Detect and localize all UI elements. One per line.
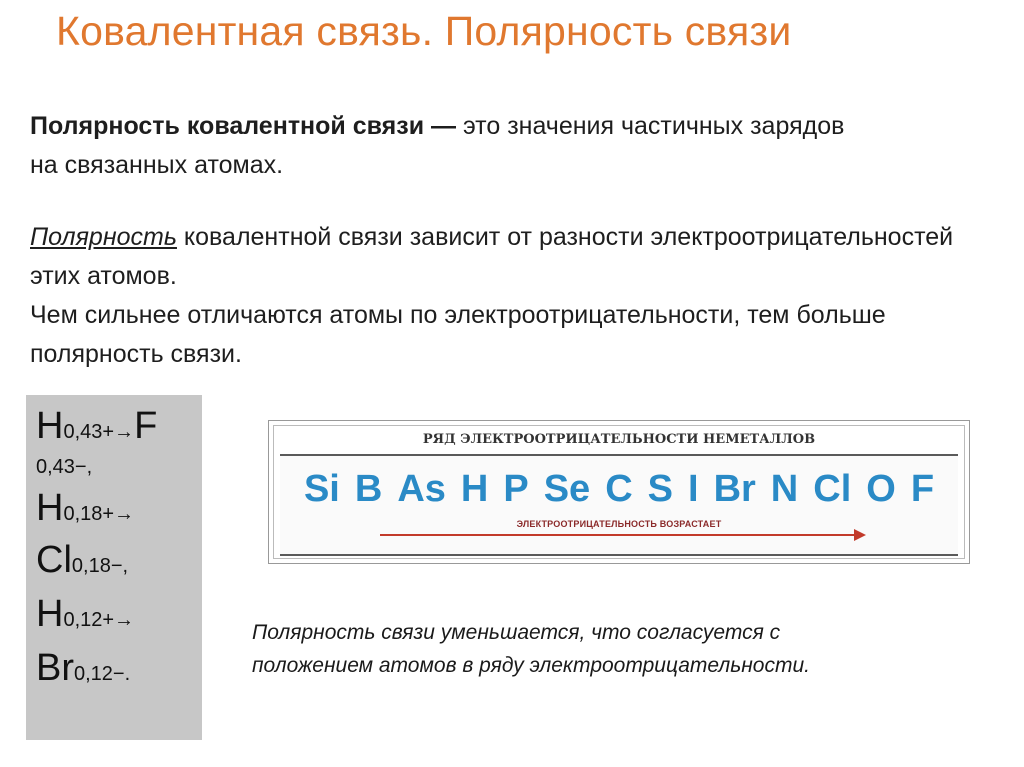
formula-atom: Br: [36, 647, 74, 689]
element-symbol: O: [866, 468, 896, 510]
series-band: [280, 454, 958, 556]
arrow-line: [380, 534, 858, 536]
element-symbol: Si: [303, 468, 340, 510]
element-symbol: N: [770, 468, 799, 510]
comparison-text: Чем сильнее отличаются атомы по электроотрицательности, тем больше полярность связи.: [30, 301, 886, 368]
element-symbol: As: [397, 468, 446, 510]
element-symbol: Se: [543, 468, 591, 510]
polarity-term: Полярность: [30, 223, 177, 251]
definition-paragraph: [30, 107, 850, 185]
arrow-right-icon: [854, 529, 866, 541]
formula-br: [36, 649, 130, 687]
formula-atom: Cl: [36, 539, 72, 581]
formula-panel: [26, 395, 202, 740]
element-symbol: H: [460, 468, 489, 510]
formula-cl: [36, 541, 128, 579]
formula-f-charge: [36, 457, 92, 477]
dependency-text: ковалентной связи зависит от разности электроотрицательностей этих атомов.: [30, 223, 954, 290]
formula-charge: 0,18−,: [71, 555, 129, 577]
formula-atom: H: [36, 593, 64, 635]
element-symbol: B: [354, 468, 383, 510]
formula-h2: [36, 489, 134, 527]
definition-term: Полярность ковалентной связи —: [30, 112, 457, 140]
element-symbol: P: [503, 468, 529, 510]
slide-title: Ковалентная связь. Полярность связи: [56, 8, 792, 54]
element-symbol: F: [910, 468, 935, 510]
formula-charge: 0,12+→: [63, 609, 135, 631]
formula-charge: 0,43+→: [63, 421, 135, 443]
electronegativity-series-image: [268, 420, 970, 564]
element-symbol: S: [647, 468, 673, 510]
formula-atom: H: [36, 487, 64, 529]
arrow-label: ЭЛЕКТРООТРИЦАТЕЛЬНОСТЬ ВОЗРАСТАЕТ: [516, 519, 722, 529]
formula-atom: F: [134, 405, 158, 447]
formula-atom: H: [36, 405, 64, 447]
formula-hf: [36, 407, 157, 445]
element-symbol: I: [688, 468, 699, 510]
element-list: [280, 468, 958, 511]
formula-charge: 0,12−.: [74, 663, 131, 685]
formula-charge: 0,18+→: [63, 503, 135, 525]
element-symbol: C: [605, 468, 633, 510]
element-symbol: Cl: [813, 468, 852, 510]
dependency-paragraph: [30, 218, 970, 374]
conclusion-note: Полярность связи уменьшается, что согласуется с положением атомов в ряду электроотрицательности.: [252, 621, 810, 677]
series-heading: РЯД ЭЛЕКТРООТРИЦАТЕЛЬНОСТИ НЕМЕТАЛЛОВ: [422, 432, 816, 447]
formula-h3: [36, 595, 134, 633]
element-symbol: Br: [713, 468, 756, 510]
definition-text: это значения частичных зарядов на связанных атомах.: [30, 112, 845, 179]
formula-charge: 0,43−,: [36, 456, 93, 478]
